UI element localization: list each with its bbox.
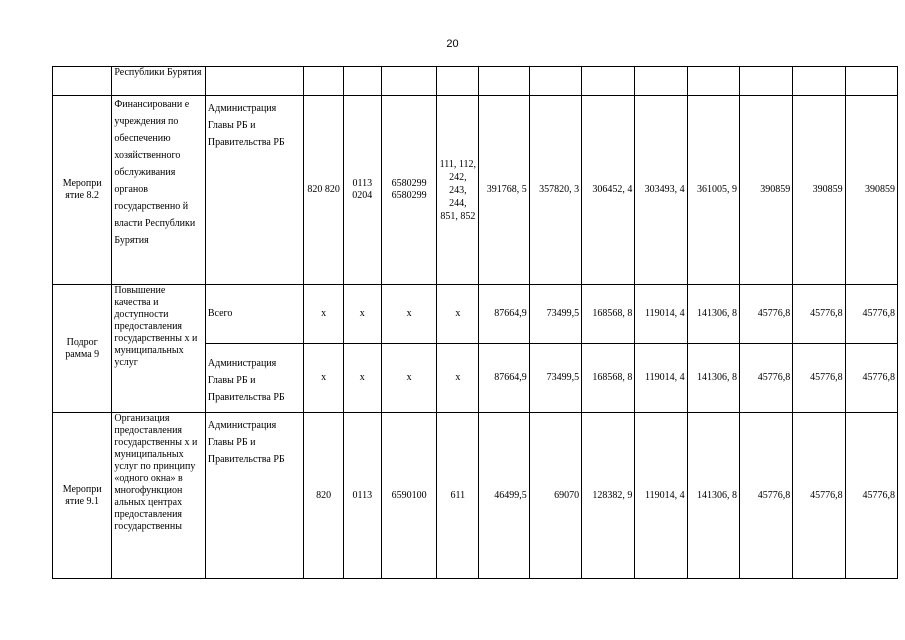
value-cell: 45776,8 — [739, 344, 792, 413]
grbs-cell: x — [304, 344, 343, 413]
value-cell: 45776,8 — [845, 413, 897, 579]
rzpr-cell: x — [343, 285, 381, 344]
csr-cell: x — [381, 285, 436, 344]
value-cell: 45776,8 — [845, 285, 897, 344]
csr-cell: x — [381, 344, 436, 413]
table-row — [53, 96, 898, 285]
value-cell: 141306, 8 — [687, 344, 739, 413]
value-cell — [739, 67, 792, 96]
responsible-cell — [205, 67, 304, 96]
value-cell: 45776,8 — [793, 285, 845, 344]
row-label-cell: Меропри ятие 8.2 — [53, 96, 112, 285]
value-cell: 87664,9 — [479, 285, 529, 344]
value-cell: 390859 — [793, 96, 845, 285]
value-cell: 128382, 9 — [582, 413, 635, 579]
responsible-cell: Администрация Главы РБ и Правительства РБ — [205, 344, 304, 413]
rzpr-cell: 0113 0204 — [343, 96, 381, 285]
value-cell — [479, 67, 529, 96]
grbs-cell: x — [304, 285, 343, 344]
value-cell: 119014, 4 — [635, 413, 687, 579]
value-cell: 45776,8 — [739, 413, 792, 579]
csr-cell — [381, 67, 436, 96]
value-cell: 306452, 4 — [582, 96, 635, 285]
csr-cell: 6590100 — [381, 413, 436, 579]
value-cell — [845, 67, 897, 96]
value-cell: 73499,5 — [529, 344, 581, 413]
value-cell: 73499,5 — [529, 285, 581, 344]
rzpr-cell: x — [343, 344, 381, 413]
value-cell: 45776,8 — [793, 344, 845, 413]
value-cell — [687, 67, 739, 96]
grbs-cell — [304, 67, 343, 96]
responsible-cell: Администрация Главы РБ и Правительства РБ — [205, 96, 304, 285]
vr-cell: 111, 112, 242, 243, 244, 851, 852 — [437, 96, 479, 285]
value-cell — [793, 67, 845, 96]
value-cell: 141306, 8 — [687, 285, 739, 344]
value-cell: 303493, 4 — [635, 96, 687, 285]
value-cell: 45776,8 — [739, 285, 792, 344]
value-cell: 361005, 9 — [687, 96, 739, 285]
vr-cell: x — [437, 285, 479, 344]
value-cell: 45776,8 — [793, 413, 845, 579]
description-cell: Финансировани е учреждения по обеспечению хозяйственного обслуживания органов государственно й власти Республики Бурятия — [112, 96, 206, 285]
value-cell: 168568, 8 — [582, 285, 635, 344]
row-label-cell: Меропри ятие 9.1 — [53, 413, 112, 579]
grbs-cell: 820 820 — [304, 96, 343, 285]
table-row — [53, 413, 898, 579]
rzpr-cell — [343, 67, 381, 96]
value-cell: 119014, 4 — [635, 344, 687, 413]
value-cell: 168568, 8 — [582, 344, 635, 413]
vr-cell: 611 — [437, 413, 479, 579]
value-cell: 357820, 3 — [529, 96, 581, 285]
description-cell: Организация предоставления государственны х и муниципальных услуг по принципу «одного окна» в многофункцион альных центрах предоставления государственны — [112, 413, 206, 579]
value-cell: 390859 — [845, 96, 897, 285]
responsible-cell: Администрация Главы РБ и Правительства РБ — [205, 413, 304, 579]
value-cell: 141306, 8 — [687, 413, 739, 579]
value-cell: 390859 — [739, 96, 792, 285]
value-cell — [582, 67, 635, 96]
rzpr-cell: 0113 — [343, 413, 381, 579]
value-cell: 69070 — [529, 413, 581, 579]
row-label-cell — [53, 67, 112, 96]
csr-cell: 6580299 6580299 — [381, 96, 436, 285]
table-row — [53, 285, 898, 344]
value-cell: 46499,5 — [479, 413, 529, 579]
vr-cell — [437, 67, 479, 96]
value-cell: 87664,9 — [479, 344, 529, 413]
page-number: 20 — [446, 38, 459, 50]
table-row — [53, 67, 898, 96]
row-label-cell: Подрог рамма 9 — [53, 285, 112, 413]
vr-cell: x — [437, 344, 479, 413]
description-cell: Республики Бурятия — [112, 67, 206, 96]
value-cell: 391768, 5 — [479, 96, 529, 285]
value-cell: 119014, 4 — [635, 285, 687, 344]
grbs-cell: 820 — [304, 413, 343, 579]
value-cell — [529, 67, 581, 96]
description-cell: Повышение качества и доступности предоставления государственны х и муниципальных услуг — [112, 285, 206, 413]
responsible-cell: Всего — [205, 285, 304, 344]
value-cell — [635, 67, 687, 96]
budget-table — [52, 66, 898, 579]
value-cell: 45776,8 — [845, 344, 897, 413]
